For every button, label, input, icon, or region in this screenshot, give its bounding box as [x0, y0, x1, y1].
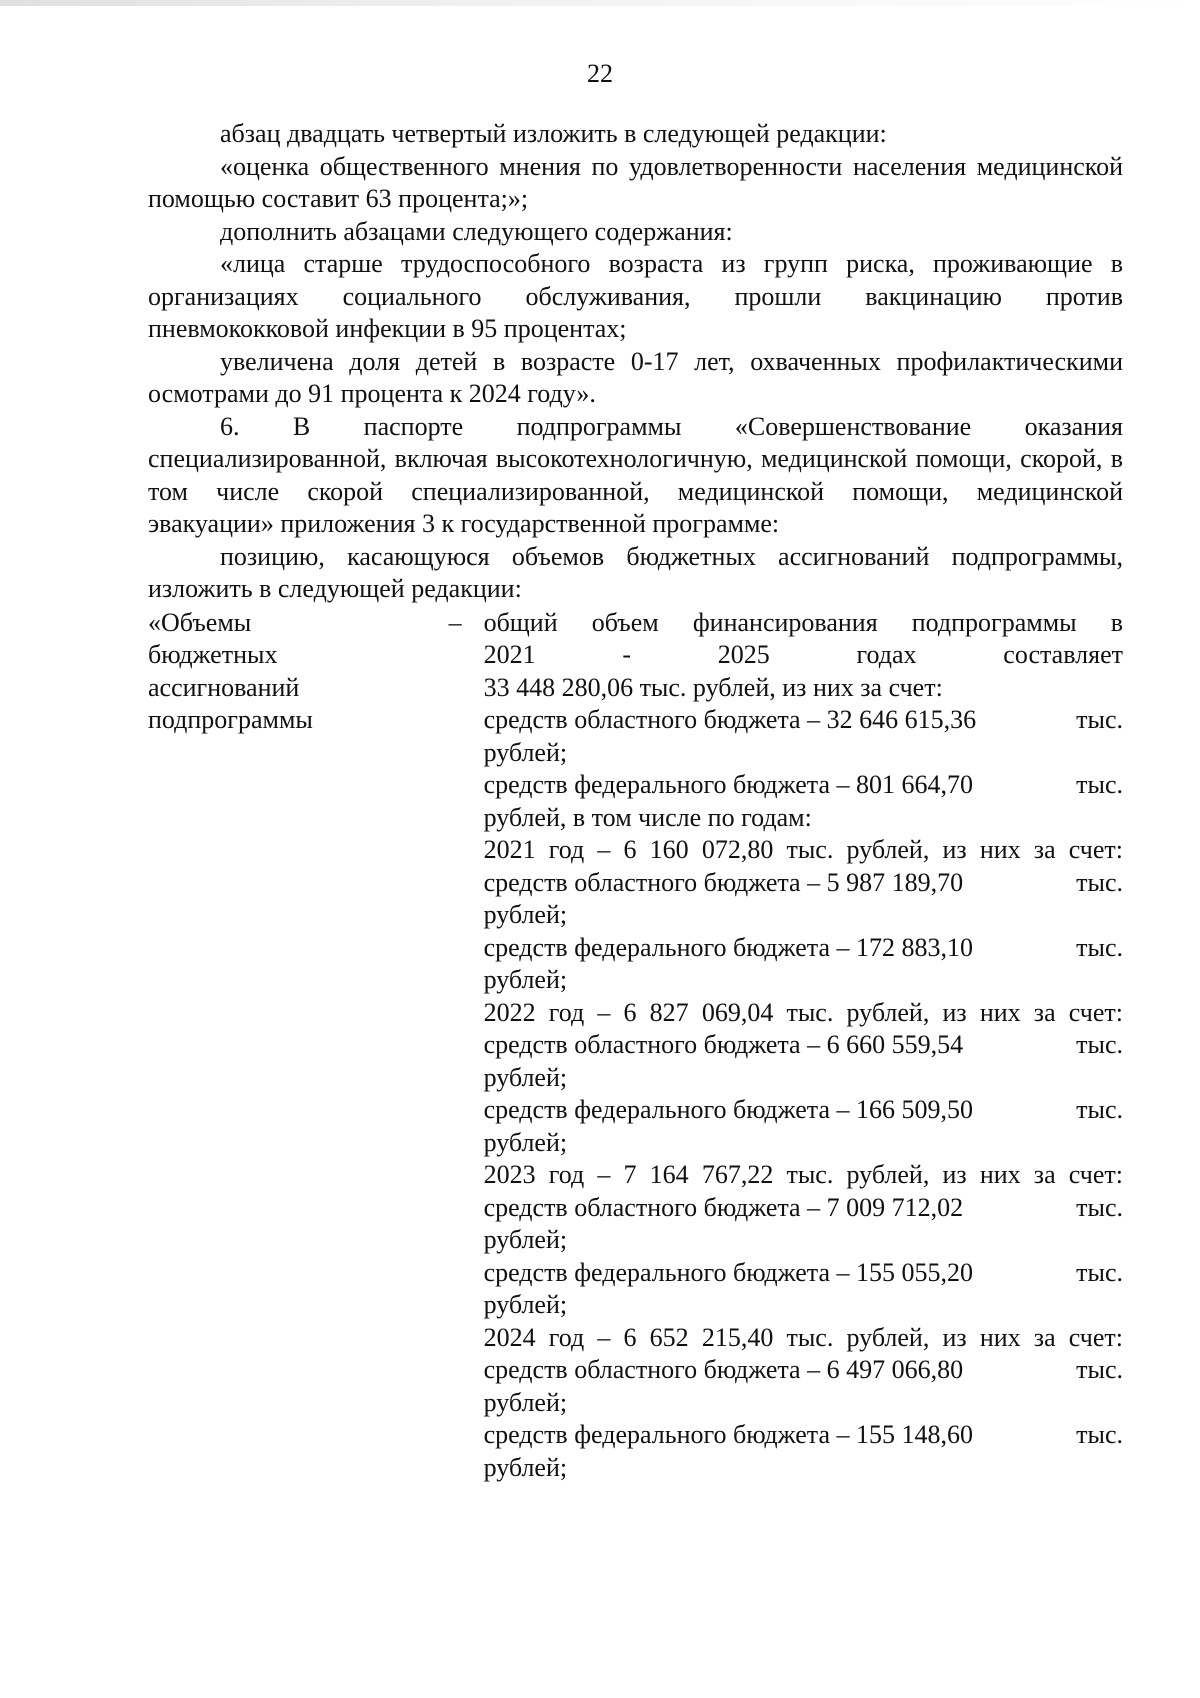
- year-federal-amount: средств федерального бюджета – 155 055,20: [483, 1257, 973, 1287]
- funding-intro-line: 2021 - 2025 годах составляет: [483, 640, 1123, 669]
- year-regional-row: [484, 867, 1123, 900]
- unit-label: тыс.: [1076, 770, 1123, 799]
- passport-dash: –: [448, 607, 462, 637]
- passport-label-line: бюджетных: [148, 640, 278, 669]
- unit-label: тыс.: [1076, 1257, 1123, 1287]
- unit-rub: рублей;: [483, 1452, 568, 1482]
- year-federal-row: [484, 1419, 1123, 1452]
- passport-label-line: ассигнований: [148, 672, 300, 702]
- paragraph-2: «оценка общественного мнения по удовлетворенности населения медицинской помощью составит 63 процента;»;: [148, 151, 1123, 213]
- unit-label: тыс.: [1076, 1095, 1123, 1124]
- passport-left-column: [148, 607, 479, 1485]
- unit-label: тыс.: [1076, 867, 1123, 897]
- year-regional-amount: средств областного бюджета – 6 660 559,54: [483, 1030, 964, 1059]
- year-header: 2021 год – 6 160 072,80 тыс. рублей, из них за счет:: [483, 835, 1123, 864]
- unit-rub: рублей;: [483, 900, 568, 929]
- funding-intro-line: 33 448 280,06 тыс. рублей, из них за счет:: [483, 672, 943, 702]
- unit-rub: рублей;: [483, 1387, 568, 1417]
- paragraph-1: абзац двадцать четвертый изложить в следующей редакции:: [220, 119, 887, 148]
- passport-right-column: [484, 607, 1123, 1485]
- year-header: 2022 год – 6 827 069,04 тыс. рублей, из них за счет:: [483, 997, 1123, 1027]
- passport-position-table: [148, 607, 1123, 1485]
- unit-label: тыс.: [1076, 1355, 1123, 1384]
- unit-rub-years: рублей, в том числе по годам:: [483, 802, 812, 832]
- scan-edge-artifact: [0, 0, 1200, 6]
- paragraph-4: «лица старше трудоспособного возраста из групп риска, проживающие в организациях социального обслуживания, прошли вакцинацию против пневмококковой инфекции в 95 процентах;: [148, 249, 1123, 343]
- year-federal-amount: средств федерального бюджета – 172 883,10: [483, 932, 973, 962]
- total-regional-row: [484, 704, 1123, 737]
- year-header: 2023 год – 7 164 767,22 тыс. рублей, из них за счет:: [483, 1160, 1123, 1189]
- unit-rub: рублей;: [483, 1062, 568, 1092]
- year-federal-amount: средств федерального бюджета – 166 509,50: [483, 1095, 973, 1124]
- year-federal-row: [484, 1257, 1123, 1290]
- paragraph-6: 6. В паспорте подпрограммы «Совершенствование оказания специализированной, включая высокотехнологичную, медицинской помощи, скорой, в том числе скорой специализированной, медицинской помощи, медицинской эвакуации» приложения 3 к государственной программе:: [148, 411, 1123, 538]
- total-federal-amount: средств федерального бюджета – 801 664,70: [483, 770, 973, 799]
- unit-rub: рублей;: [483, 1290, 568, 1319]
- unit-label: тыс.: [1076, 1420, 1123, 1449]
- unit-label: тыс.: [1076, 932, 1123, 962]
- year-regional-amount: средств областного бюджета – 6 497 066,80: [483, 1355, 964, 1384]
- paragraph-5: увеличена доля детей в возрасте 0-17 лет, охваченных профилактическими осмотрами до 91 процента к 2024 году».: [148, 346, 1123, 408]
- unit-rub: рублей;: [483, 1127, 568, 1157]
- unit-rub: рублей;: [483, 1225, 568, 1254]
- year-regional-amount: средств областного бюджета – 7 009 712,02: [483, 1192, 964, 1222]
- passport-label: [148, 607, 418, 1485]
- funding-intro-line: общий объем финансирования подпрограммы в: [483, 607, 1123, 637]
- unit-label: тыс.: [1076, 1192, 1123, 1222]
- unit-rub: рублей;: [483, 737, 568, 767]
- year-header: 2024 год – 6 652 215,40 тыс. рублей, из них за счет:: [483, 1322, 1123, 1352]
- paragraph-3: дополнить абзацами следующего содержания:: [220, 216, 733, 246]
- total-regional-amount: средств областного бюджета – 32 646 615,36: [483, 705, 977, 734]
- page-number: 22: [587, 59, 613, 88]
- year-regional-row: [484, 1192, 1123, 1225]
- total-federal-row: [484, 769, 1123, 802]
- year-federal-row: [484, 932, 1123, 965]
- year-federal-amount: средств федерального бюджета – 155 148,60: [483, 1420, 973, 1449]
- unit-label: тыс.: [1076, 705, 1123, 734]
- passport-label-line: подпрограммы: [148, 705, 313, 734]
- passport-label-line: «Объемы: [148, 607, 252, 637]
- unit-label: тыс.: [1076, 1030, 1123, 1059]
- unit-rub: рублей;: [483, 965, 568, 994]
- paragraph-7: позицию, касающуюся объемов бюджетных ассигнований подпрограммы, изложить в следующей редакции:: [148, 541, 1123, 603]
- year-regional-row: [484, 1029, 1123, 1062]
- year-federal-row: [484, 1094, 1123, 1127]
- year-regional-row: [484, 1354, 1123, 1387]
- document-body: [148, 118, 1123, 1484]
- year-regional-amount: средств областного бюджета – 5 987 189,70: [483, 867, 964, 897]
